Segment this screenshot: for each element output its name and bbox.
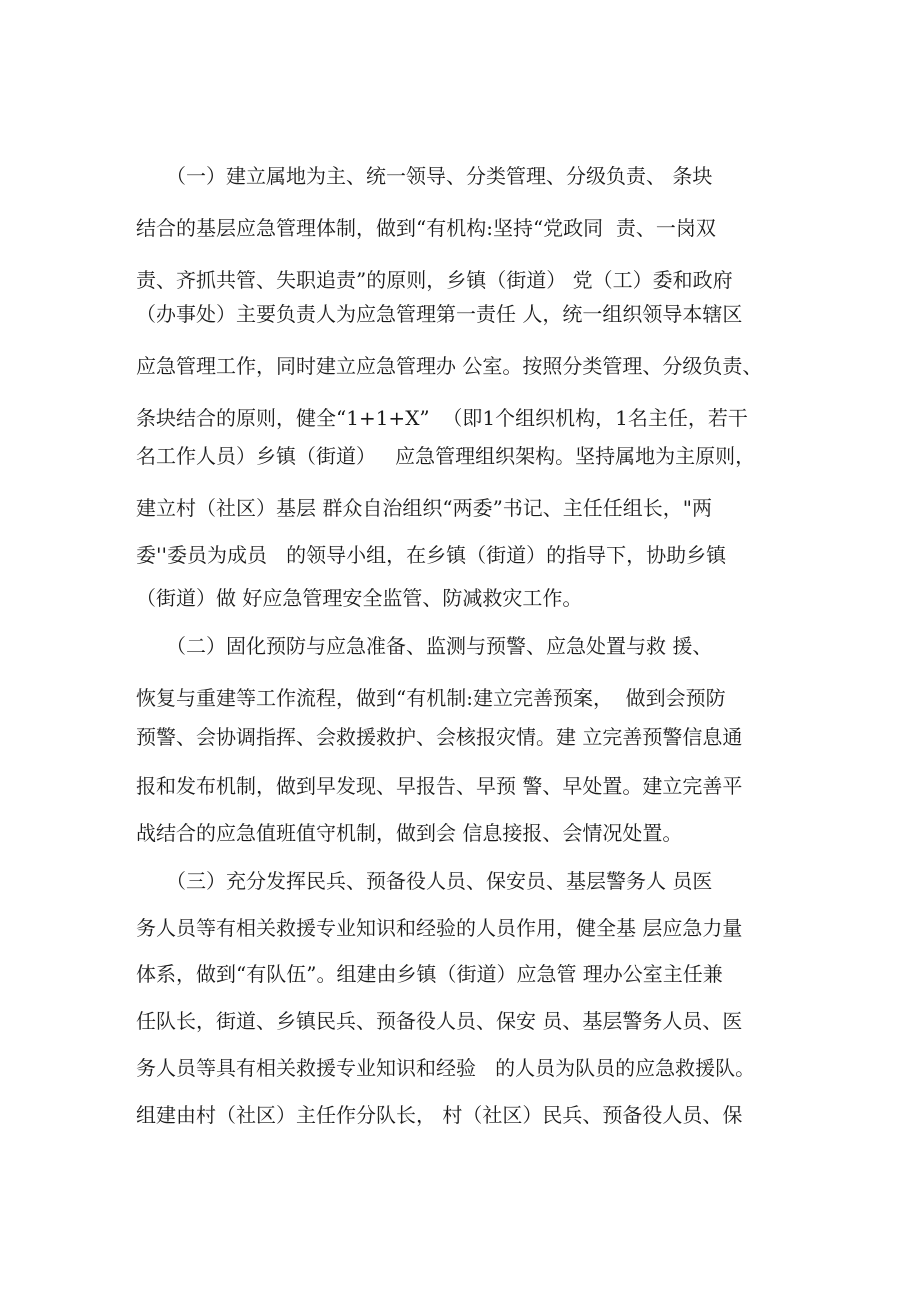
paragraph-line: 条块结合的原则，健全“1+1+X” （即1个组织机构，1名主任，若干 bbox=[136, 406, 748, 430]
paragraph-line: 应急管理工作，同时建立应急管理办 公室。按照分类管理、分级负责、 bbox=[136, 354, 763, 378]
paragraph-line: 任队长，街道、乡镇民兵、预备役人员、保安 员、基层警务人员、医 bbox=[136, 1009, 743, 1033]
paragraph-line: 组建由村（社区）主任作分队长， 村（社区）民兵、预备役人员、保 bbox=[136, 1103, 743, 1127]
paragraph-line: 务人员等具有相关救援专业知识和经验 的人员为队员的应急救援队。 bbox=[136, 1056, 756, 1080]
paragraph-line: 责、齐抓共管、失职追责”的原则，乡镇（街道） 党（工）委和政府 bbox=[136, 268, 733, 292]
paragraph-line: （办事处）主要负责人为应急管理第一责任 人，统一组织领导本辖区 bbox=[136, 302, 743, 326]
paragraph-line: 建立村（社区）基层 群众自治组织“两委”书记、主任任组长，"两 bbox=[136, 496, 713, 520]
paragraph-line: （街道）做 好应急管理安全监管、防减救灾工作。 bbox=[136, 586, 583, 610]
paragraph-line: （三）充分发挥民兵、预备役人员、保安员、基层警务人 员医 bbox=[136, 869, 713, 893]
paragraph-line: 恢复与重建等工作流程，做到“有机制:建立完善预案， 做到会预防 bbox=[136, 686, 726, 710]
paragraph-line: 委''委员为成员 的领导小组，在乡镇（街道）的指导下，协助乡镇 bbox=[136, 543, 727, 567]
paragraph-line: 战结合的应急值班值守机制，做到会 信息接报、会情况处置。 bbox=[136, 821, 683, 845]
paragraph-line: （二）固化预防与应急准备、监测与预警、应急处置与救 援、 bbox=[136, 634, 713, 658]
paragraph-line: （一）建立属地为主、统一领导、分类管理、分级负责、 条块 bbox=[136, 164, 713, 188]
paragraph-line: 预警、会协调指挥、会救援救护、会核报灾情。建 立完善预警信息通 bbox=[136, 725, 743, 749]
paragraph-line: 报和发布机制，做到早发现、早报告、早预 警、早处置。建立完善平 bbox=[136, 774, 743, 798]
paragraph-line: 体系，做到“有队伍”。组建由乡镇（街道）应急管 理办公室主任兼 bbox=[136, 962, 723, 986]
paragraph-line: 务人员等有相关救援专业知识和经验的人员作用，健全基 层应急力量 bbox=[136, 916, 743, 940]
paragraph-line: 名工作人员）乡镇（街道） 应急管理组织架构。坚持属地为主原则， bbox=[136, 444, 756, 468]
paragraph-line: 结合的基层应急管理体制，做到“有机构:坚持“党政同 责、一岗双 bbox=[136, 216, 716, 240]
